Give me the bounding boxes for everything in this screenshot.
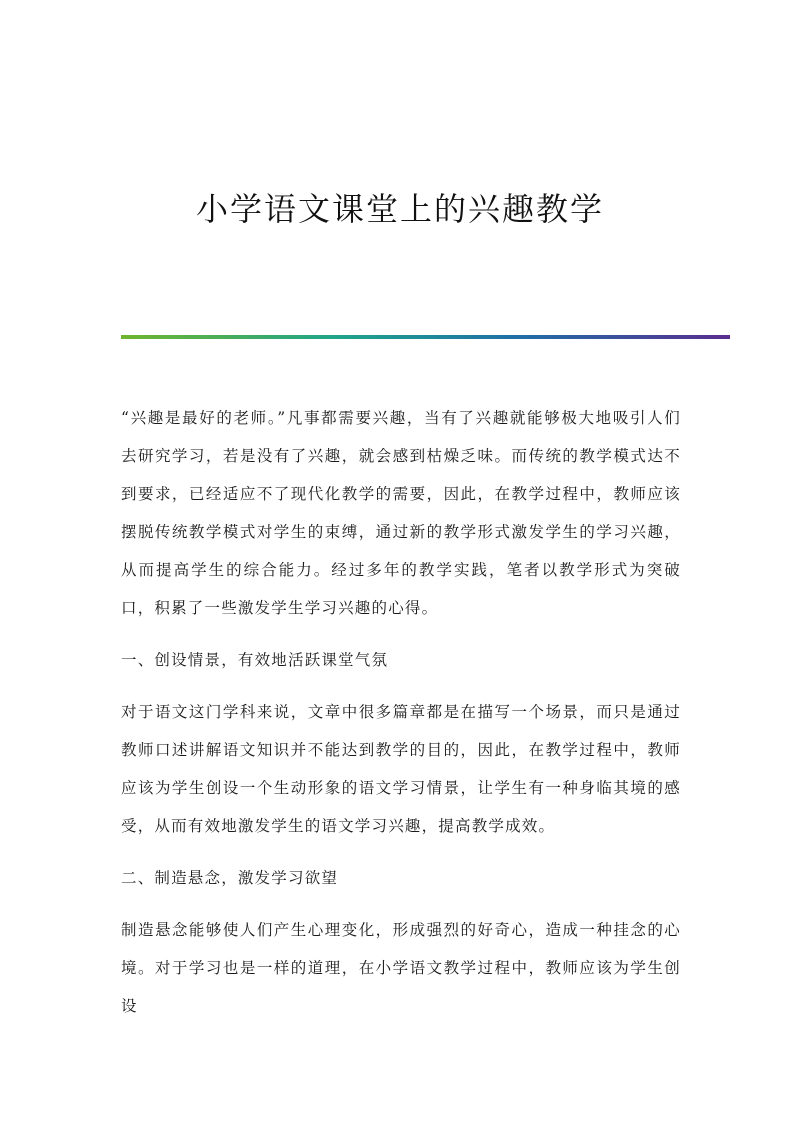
document-body <box>121 399 681 1039</box>
section-2-paragraph: 制造悬念能够使人们产生心理变化，形成强烈的好奇心，造成一种挂念的心境。对于学习也是一样的道理，在小学语文教学过程中，教师应该为学生创设 <box>121 921 681 1015</box>
section-heading-2: 二、制造悬念，激发学习欲望 <box>121 869 339 887</box>
title-divider <box>121 335 730 339</box>
document-title: 小学语文课堂上的兴趣教学 <box>195 190 604 228</box>
section-heading-1: 一、创设情景，有效地活跃课堂气氛 <box>121 651 389 669</box>
intro-paragraph: “兴趣是最好的老师。”凡事都需要兴趣，当有了兴趣就能够极大地吸引人们去研究学习，若是没有了兴趣，就会感到枯燥乏味。而传统的教学模式达不到要求，已经适应不了现代化教学的需要，因此，在教学过程中，教师应该摆脱传统教学模式对学生的束缚，通过新的教学形式激发学生的学习兴趣，从而提高学生的综合能力。经过多年的教学实践，笔者以教学形式为突破口，积累了一些激发学生学习兴趣的心得。 <box>121 409 681 617</box>
section-1-paragraph: 对于语文这门学科来说，文章中很多篇章都是在描写一个场景，而只是通过教师口述讲解语文知识并不能达到教学的目的，因此，在教学过程中，教师应该为学生创设一个生动形象的语文学习情景，让学生有一种身临其境的感受，从而有效地激发学生的语文学习兴趣，提高教学成效。 <box>121 703 681 835</box>
